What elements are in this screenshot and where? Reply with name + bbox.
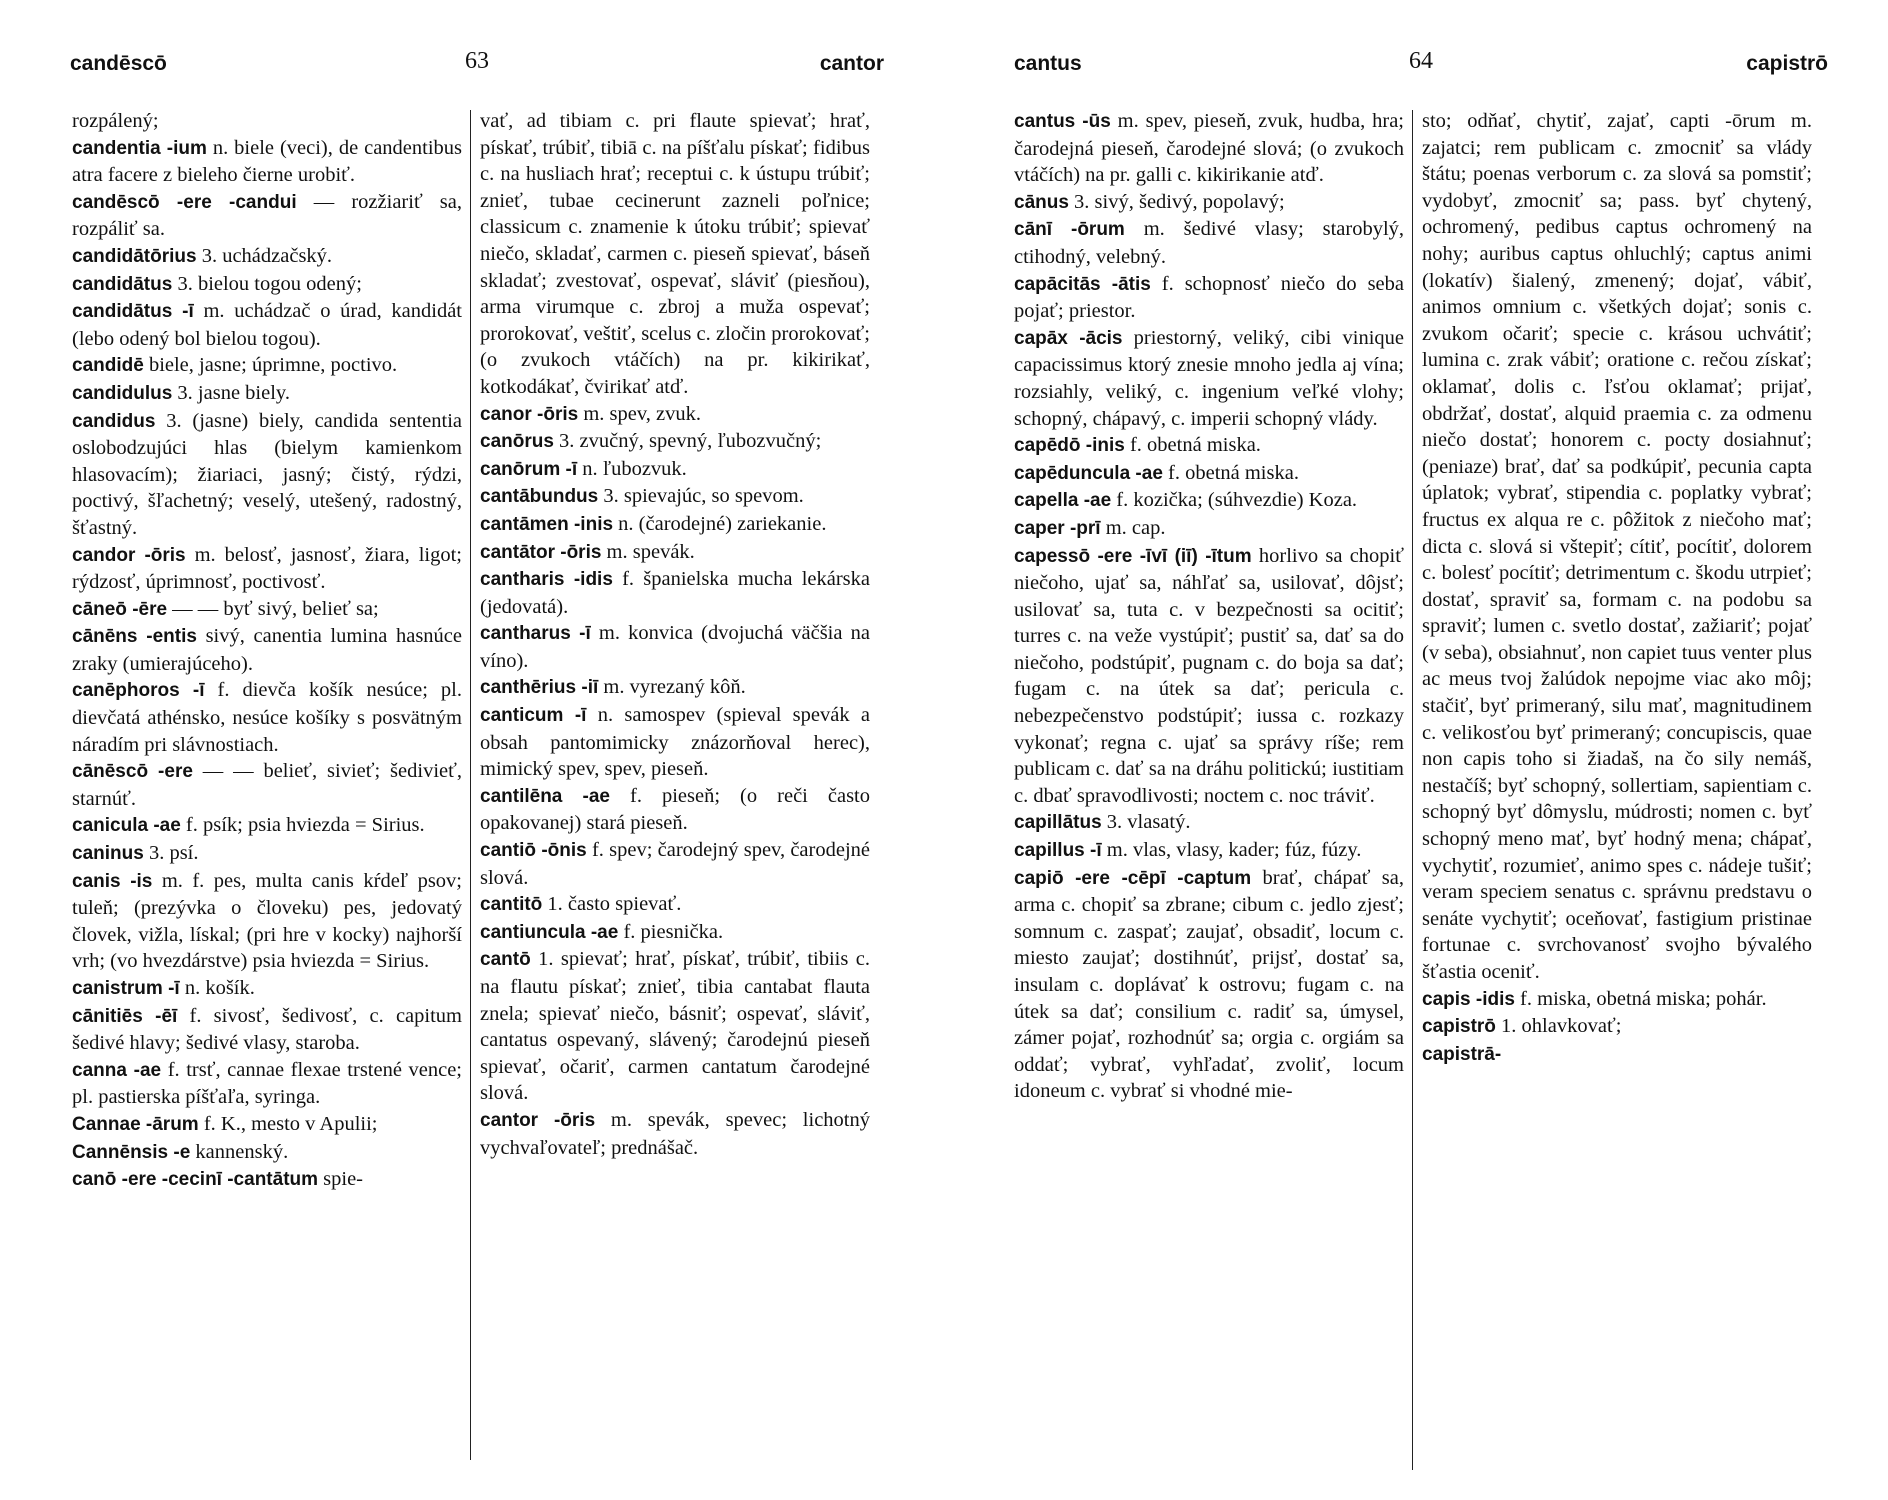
entry-definition: 3. zvučný, spevný, ľubozvučný; [559,430,822,453]
entry-definition: 3. psí. [148,842,199,865]
dictionary-entry [1014,460,1404,488]
dictionary-column [72,108,462,1478]
entry-definition: n. samospev (spieval spevák a obsah pantomimicky znázorňoval herec), mimický spev, spev, pieseň. [480,704,870,781]
entry-definition: m. vyrezaný kôň. [603,676,746,699]
entry-headword: cānitiēs -ēī [72,1005,178,1027]
entry-headword: cantor -ōris [480,1109,596,1131]
entry-headword: candēscō -ere -candui [72,191,297,213]
entry-definition: brať, chápať sa, arma c. chopiť sa zbrane; cibum c. jedlo zjesť; somnum c. zaspať; zaujať, obsadiť, locum c. miesto zaujať; dostihnúť, prijsť, dostať sa, insulam c. doplávať k ostrovu; fugam c. na útek sa dať; consilium c. radiť sa, úmysel, zámer pojať, rozhodnúť sa; orgia c. orgiám sa oddať; vybrať, vyhľadať, zvoliť, locum idoneum c. vybrať si vhodné mie- [1014,866,1404,1103]
entry-headword: candentia -ium [72,137,207,159]
entry-headword: cantāmen -inis [480,513,614,535]
entry-headword: capessō -ere -īvī (iī) -ītum [1014,545,1252,567]
entry-headword: candidus [72,410,156,432]
entry-definition: 3. spievajúc, so spevom. [603,485,804,508]
dictionary-column [480,108,870,1478]
entry-definition: f. obetná miska. [1129,434,1261,457]
entry-definition: vať, ad tibiam c. pri flaute spievať; hrať, pískať, trúbiť, tibiā c. na píšťalu pískať; fidibus c. na husliach hrať; receptui c. k ústupu trúbiť; znieť, tubae cecinerunt zazneli poľnice; classicum c. znamenie k útoku trúbiť; spievať niečo, skladať, carmen c. pieseň spievať, báseň skladať; zvestovať, ospevať, sláviť (piesňou), arma virumque c. zbroj a muža ospevať; prorokovať, veštiť, scelus c. zločin prorokovať; (o zvukoch vtáčích) na pr. kikirikať, kotkodákať, čvirikať atď. [480,110,870,398]
page-number: 64 [1409,48,1433,74]
entry-definition: m. spev, zvuk. [583,402,701,425]
entry-definition: 3. sivý, šedivý, popolavý; [1074,190,1285,213]
dictionary-entry [480,702,870,783]
entry-headword: canō -ere -cecinī -cantātum [72,1169,319,1191]
entry-definition: f. spev; čarodejný spev, čarodejné slová. [480,839,870,889]
dictionary-entry [72,1057,462,1111]
entry-definition: — rozžiariť sa, rozpáliť sa. [72,190,462,241]
dictionary-entry [72,1003,462,1057]
dictionary-entry [1014,271,1404,325]
entry-definition: m. cap. [1105,516,1166,539]
dictionary-entry [1014,108,1404,189]
entry-definition: f. španielska mucha lekárska (jedovatá). [480,568,870,618]
entry-headword: cantābundus [480,486,599,508]
dictionary-entry [72,596,462,624]
dictionary-entry [480,566,870,620]
dictionary-entry [1422,1041,1812,1069]
entry-headword: canthērius -iī [480,677,599,699]
entry-headword: candidē [72,355,144,377]
dictionary-entry [72,1111,462,1139]
entry-definition: m. belosť, jasnosť, žiara, ligot; rýdzosť, úprimnosť, poctivosť. [72,543,462,594]
dictionary-entry [480,837,870,891]
dictionary-entry [72,623,462,677]
entry-headword: cānī -ōrum [1014,219,1125,241]
entry-definition: kannenský. [195,1140,289,1163]
entry-definition: m. f. pes, multa canis kŕdeľ psov; tuleň; (prezývka o človeku) pes, jedovatý človek, vižla, lískal; (pri hre v kocky) najhorší vrh; (vo hvezdárstve) psia hviezda = Sirius. [72,869,462,973]
entry-headword: canēphoros -ī [72,680,205,702]
entry-definition: spie- [323,1168,364,1191]
entry-definition: f. sivosť, šedivosť, c. capitum šedivé hlavy; šedivé vlasy, staroba. [72,1004,462,1055]
entry-definition: horlivo sa chopiť niečoho, ujať sa, náhľať sa, usilovať, dôjsť; usilovať sa, tuta c. v bezpečnosti sa ocitiť; turres c. na veže vystúpiť; pustiť sa, dať sa do niečoho, podstúpiť, pugnam c. do boja sa dať; fugam c. na útek sa dať; pericula c. nebezpečenstvo podstúpiť; iussa c. rozkazy vykonať; regna c. ujať sa správy ríše; rem publicam c. dať sa na dráhu politickú; iustitiam c. dbať spravodlivosti; noctem c. noc tráviť. [1014,544,1404,807]
entry-headword: canticum -ī [480,705,587,727]
right-page [944,0,1888,1500]
entry-headword: cantitō [480,894,543,916]
column-rule [470,110,471,1460]
dictionary-entry [1014,515,1404,543]
entry-definition: 3. jasne biely. [177,381,290,404]
dictionary-entry [480,483,870,511]
entry-headword: capēduncula -ae [1014,462,1163,484]
dictionary-entry [72,380,462,408]
dictionary-entry [72,975,462,1003]
entry-definition: — — belieť, sivieť; šedivieť, starnúť. [72,760,462,810]
entry-headword: capillātus [1014,812,1102,834]
entry-headword: canōrum -ī [480,458,578,480]
dictionary-entry [1014,837,1404,865]
dictionary-entry [1014,487,1404,515]
dictionary-entry [480,401,870,429]
dictionary-entry [72,352,462,380]
entry-headword: capiō -ere -cēpī -captum [1014,867,1252,889]
entry-definition: f. K., mesto v Apulii; [203,1112,378,1135]
entry-definition: m. spevák, spevec; lichotný vychvaľovateľ; prednášač. [480,1108,870,1159]
entry-definition: 3. bielou togou odený; [177,272,362,295]
head-last-word: capistrō [1746,52,1828,75]
dictionary-entry [480,456,870,484]
entry-definition: sto; odňať, chytiť, zajať, capti -ōrum m. zajatci; rem publicam c. zmocniť sa vlády štátu; poenas verborum c. za slová sa pomstiť; vydobyť, zmocniť sa; pass. byť chytený, ochromený, pedibus captus ochromený na nohy; auribus captus ohluchlý; captus animi (lokatív) šialený, zmenený; dojať, vábiť, animos omnium c. všetkých dojať; sonis c. zvukom očariť; specie c. krásou uchvátiť; lumina c. zrak vábiť; oratione c. rečou získať; oklamať, dolis c. ľsťou oklamať; prijať, obdržať, dostať, alquid praemia c. za odmenu niečo dostať; honorem c. pocty dosiahnuť; (peniaze) brať, dať sa podkúpiť, pecunia capta úplatok; vybrať, stipendia c. poplatky vybrať; fructus ex alqua re c. pôžitok z niečoho mať; dicta c. slová si vštepiť; cítiť, pocítiť, dolorem c. bolesť pocítiť; detrimentum c. škodu utrpieť; dostať, spraviť sa, formam c. na podobu sa spraviť; lumen c. svetlo dostať, zažiariť; pojať (v seba), obsiahnuť, non capiet tuus venter plus ac meus tvoj žalúdok nepojme viac ako môj; stačiť, byť primeraný, silu mať, magnitudinem c. velikosťou byť primeraný; concupiscis, quae non capis toho si žiadaš, na čo sily nemáš, nestačíš; byť schopný, sollertiam, sapientiam c. schopný byť dômyslu, múdrosti; nomen c. byť schopný meno mať, byť hodný mena; chápať, vychytiť, rozumieť, animo spes c. nádeje tušiť; veram speciem senatus c. správnu predstavu o senáte vychytiť; oceňovať, fastigium pristinae fortunae c. svrchovanosť svojho bývalého šťastia oceniť. [1422,110,1812,983]
entry-headword: cāneō -ēre [72,598,168,620]
entry-headword: Cannae -ārum [72,1113,199,1135]
entry-headword: canor -ōris [480,403,579,425]
dictionary-entry [72,812,462,840]
dictionary-entry [72,840,462,868]
dictionary-entry [72,189,462,243]
page-number: 63 [465,48,489,74]
dictionary-entry [1422,986,1812,1014]
entry-headword: cantilēna -ae [480,785,610,807]
dictionary-entry [1014,865,1404,1105]
dictionary-entry [72,868,462,975]
dictionary-column [1014,108,1404,1478]
dictionary-entry [480,620,870,674]
entry-headword: cantiuncula -ae [480,921,619,943]
entry-headword: canistrum -ī [72,978,180,999]
entry-headword: candidātōrius [72,245,197,267]
entry-headword: Cannēnsis -e [72,1141,191,1163]
dictionary-entry [480,891,870,919]
entry-definition: f. miska, obetná miska; pohár. [1520,987,1767,1010]
dictionary-entry [1014,325,1404,432]
running-head-right [1014,44,1828,84]
entry-definition: f. dievča košík nesúce; pl. dievčatá athénsko, nesúce košíky s posvätným náradím pri slávnostiach. [72,679,462,756]
entry-definition: n. košík. [184,977,255,999]
entry-headword: capistrō [1422,1016,1496,1038]
entry-headword: canōrus [480,431,554,453]
entry-headword: capella -ae [1014,490,1112,512]
dictionary-entry [480,674,870,702]
entry-definition: biele, jasne; úprimne, poctivo. [148,354,398,377]
entry-definition: 3. vlasatý. [1106,811,1191,834]
entry-headword: capēdō -inis [1014,435,1125,457]
dictionary-entry [72,1166,462,1194]
dictionary-entry [72,677,462,758]
entry-definition: 1. spievať; hrať, pískať, trúbiť, tibiis c. na flautu pískať; znieť, tibia cantabat flauta znela; spievať niečo, básniť; ospevať, sláviť, cantatus ospevaný, slávený; čarodejnú pieseň spievať, očariť, carmen cantatum čarodejné slová. [480,948,870,1105]
dictionary-entry [1014,216,1404,270]
dictionary-column [1422,108,1812,1478]
entry-headword: capācitās -ātis [1014,273,1151,295]
entry-headword: capis -idis [1422,988,1515,1010]
dictionary-entry [72,135,462,189]
entry-headword: caninus [72,843,144,865]
entry-headword: candidātus [72,273,173,295]
dictionary-entry [480,108,870,401]
entry-definition: 1. často spievať. [547,893,682,916]
dictionary-entry [1014,189,1404,217]
dictionary-entry [72,271,462,299]
head-first-word: cantus [1014,52,1082,75]
dictionary-entry [480,919,870,947]
entry-definition: m. vlas, vlasy, kader; fúz, fúzy. [1106,839,1362,862]
dictionary-entry [72,243,462,271]
entry-definition: f. obetná miska. [1168,461,1299,484]
entry-headword: cānēns -entis [72,626,197,648]
entry-headword: cantharus -ī [480,623,591,645]
entry-headword: canis -is [72,870,153,892]
entry-headword: candidulus [72,382,173,404]
entry-definition: — — byť sivý, belieť sa; [172,597,379,620]
entry-definition: m. spevák. [606,540,695,563]
dictionary-entry [480,511,870,539]
dictionary-entry [72,108,462,135]
entry-headword: cānēscō -ere [72,761,193,783]
dictionary-entry [72,298,462,352]
entry-definition: n. (čarodejné) zariekanie. [618,512,827,535]
entry-definition: rozpálený; [72,110,159,132]
entry-definition: f. piesnička. [623,920,724,943]
entry-definition: m. spev, pieseň, zvuk, hudba, hra; čarodejná pieseň, čarodejné slová; (o zvukoch vtáčích) na pr. galli c. kikirikanie atď. [1014,110,1404,187]
entry-definition: priestorný, veliký, cibi vinique capacissimus ktorý znesie mnoho jedla aj vína; rozsiahly, veliký, c. ingenium veľké vlohy; schopný, chápavý, c. imperii schopný vlády. [1014,326,1404,430]
entry-definition: n. biele (veci), de candentibus atra facere z bieleho čierne urobiť. [72,136,462,187]
dictionary-entry [1014,432,1404,460]
entry-definition: f. kozička; (súhvezdie) Koza. [1116,489,1358,512]
dictionary-entry [1014,809,1404,837]
dictionary-entry [480,1107,870,1161]
entry-definition: sivý, canentia lumina hasnúce zraky (umierajúceho). [72,625,462,675]
entry-headword: capistrā- [1422,1043,1502,1065]
entry-definition: n. ľubozvuk. [582,457,687,480]
entry-headword: canna -ae [72,1059,162,1081]
entry-definition: m. uchádzač o úrad, kandidát (lebo odený bol bielou togou). [72,300,462,350]
entry-headword: canicula -ae [72,815,181,837]
dictionary-entry [1014,543,1404,810]
entry-definition: f. trsť, cannae flexae trstené vence; pl. pastierska píšťaľa, syringa. [72,1058,462,1109]
entry-headword: cantus -ūs [1014,111,1111,132]
entry-headword: caper -prī [1014,517,1101,539]
dictionary-entry [72,542,462,596]
dictionary-entry [480,539,870,567]
entry-headword: capillus -ī [1014,840,1102,862]
dictionary-entry [480,428,870,456]
entry-headword: cantātor -ōris [480,541,602,563]
entry-definition: 3. uchádzačský. [201,244,333,267]
entry-definition: m. konvica (dvojuchá väčšia na víno). [480,622,870,672]
head-last-word: cantor [819,52,884,75]
entry-definition: f. pieseň; (o reči často opakovanej) stará pieseň. [480,784,870,835]
entry-headword: capāx -ācis [1014,327,1123,349]
entry-definition: m. šedivé vlasy; starobylý, ctihodný, velebný. [1014,218,1404,268]
entry-definition: 3. (jasne) biely, candida sententia oslobodzujúci hlas (bielym kamienkom hlasovacím); žiariaci, jasný; čistý, rýdzi, poctivý, šľachetný; veselý, utešený, radostný, šťastný. [72,409,462,539]
dictionary-entry [72,1139,462,1167]
entry-headword: candidātus -ī [72,301,194,323]
entry-headword: cantharis -idis [480,569,613,591]
entry-headword: candor -ōris [72,544,186,566]
entry-headword: cānus [1014,191,1069,213]
entry-definition: 1. ohlavkovať; [1501,1015,1622,1038]
column-rule [1412,110,1413,1470]
entry-definition: f. schopnosť niečo do seba pojať; priestor. [1014,272,1404,323]
dictionary-entry [480,783,870,837]
entry-definition: f. psík; psia hviezda = Sirius. [185,814,425,837]
entry-headword: cantō [480,949,531,971]
dictionary-entry [480,946,870,1107]
dictionary-entry [1422,1013,1812,1041]
entry-headword: cantiō -ōnis [480,840,587,862]
dictionary-entry [72,408,462,542]
head-first-word: candēscō [70,52,167,75]
running-head-left [70,44,884,84]
dictionary-entry [1422,108,1812,986]
dictionary-entry [72,758,462,812]
